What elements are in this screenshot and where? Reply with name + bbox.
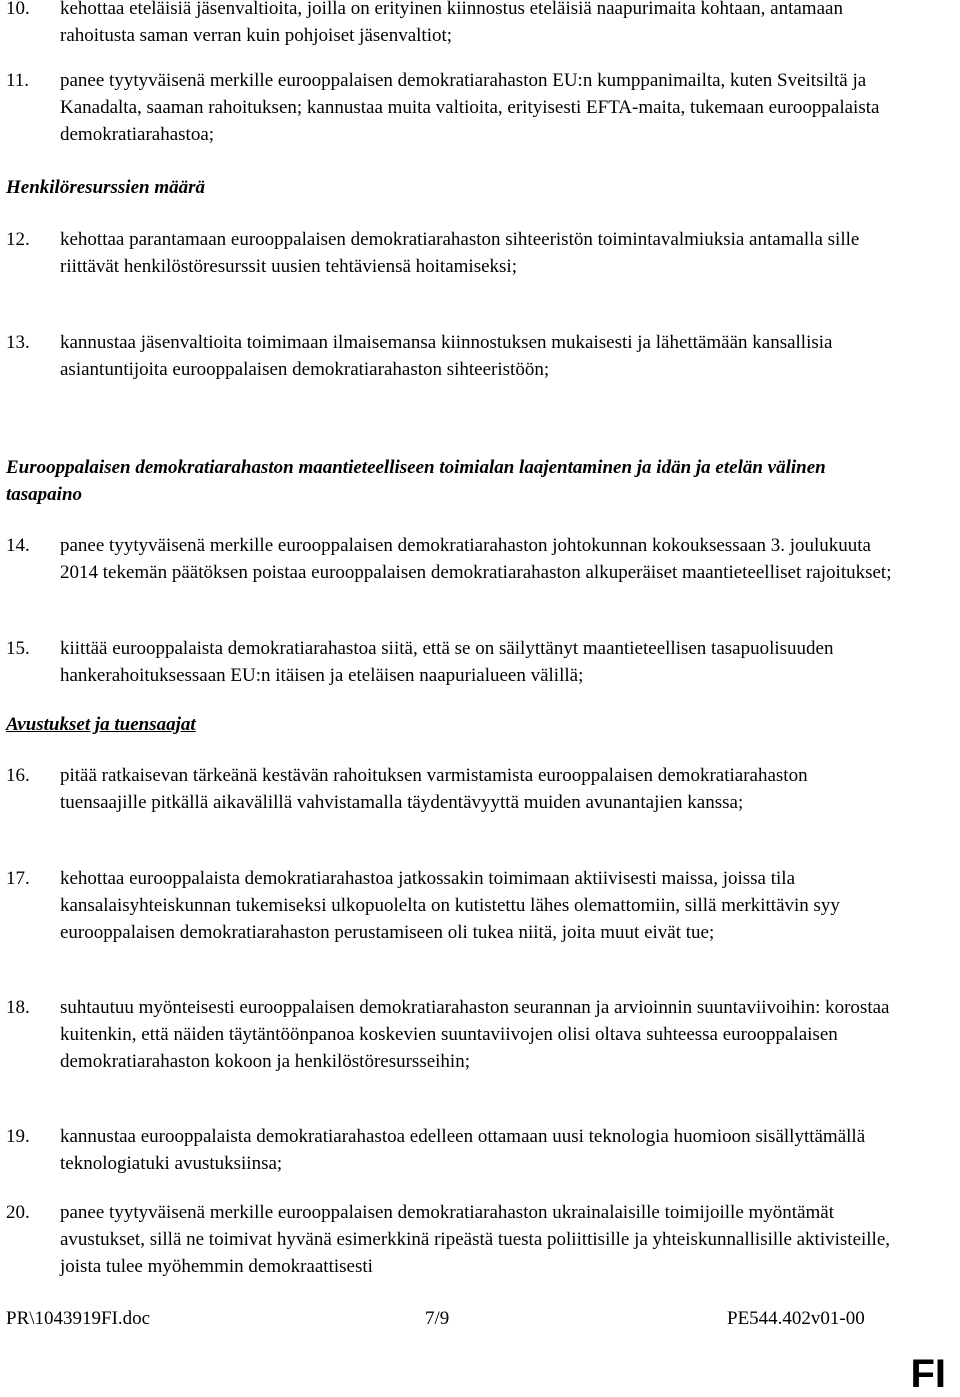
paragraph-text: panee tyytyväisenä merkille eurooppalaisen demokratiarahaston EU:n kumppanimailta, kuten Sveitsiltä ja Kanadalta, saaman rahoituksen; kannustaa muita valtioita, erityisesti EFTA-maita, tukemaan eurooppalaista demokratiarahastoa; — [60, 70, 880, 145]
paragraph-number: 18. — [6, 997, 30, 1018]
paragraph-text: kehottaa eteläisiä jäsenvaltioita, joilla on erityinen kiinnostus eteläisiä naapurimaita kohtaan, antamaan rahoitusta saman verran kuin pohjoiset jäsenvaltiot; — [60, 0, 843, 46]
section-heading-maantieteellinen: Eurooppalaisen demokratiarahaston maantieteelliseen toimialan laajentaminen ja idän ja etelän välinen tasapaino — [6, 457, 826, 505]
paragraph-text: kehottaa parantamaan eurooppalaisen demokratiarahaston sihteeristön toimintavalmiuksia antamalla sille riittävät henkilöstöresurssit uusien tehtäviensä hoitamiseksi; — [60, 229, 860, 277]
paragraph-number: 19. — [6, 1126, 30, 1147]
paragraph-number: 15. — [6, 638, 30, 659]
paragraph-number: 11. — [6, 70, 30, 91]
paragraph-text: panee tyytyväisenä merkille eurooppalaisen demokratiarahaston johtokunnan kokouksessaan 3. joulukuuta 2014 tekemän päätöksen poistaa eurooppalaisen demokratiarahaston alkuperäiset maantieteelliset rajoitukset; — [60, 535, 892, 583]
paragraph-number: 17. — [6, 868, 30, 889]
paragraph-text: kannustaa eurooppalaista demokratiarahastoa edelleen ottamaan uusi teknologia huomioon sisällyttämällä teknologiatuki avustuksiinsa; — [60, 1126, 866, 1174]
paragraph-15 — [0, 635, 900, 689]
paragraph-number: 13. — [6, 332, 30, 353]
page-footer — [0, 1305, 960, 1332]
footer-document-reference: PR\1043919FI.doc — [6, 1308, 151, 1329]
footer-pe-reference: PE544.402v01-00 — [727, 1308, 865, 1329]
section-heading-henkiloresurssit: Henkilöresurssien määrä — [6, 177, 206, 198]
paragraph-text: panee tyytyväisenä merkille eurooppalaisen demokratiarahaston ukrainalaisille toimijoille myöntämät avustukset, sillä ne toimivat hyvänä esimerkkinä ripeästä tuesta poliittisille ja yhteiskunnallisille aktivisteille, joista tulee myöhemmin demokraattisesti — [60, 1202, 891, 1277]
paragraph-12 — [0, 226, 900, 280]
paragraph-14 — [0, 532, 900, 586]
paragraph-19 — [0, 1123, 900, 1177]
footer-page-number: 7/9 — [425, 1308, 450, 1329]
paragraph-number: 12. — [6, 229, 30, 250]
paragraph-number: 10. — [6, 0, 30, 19]
paragraph-10 — [0, 0, 900, 49]
paragraph-number: 14. — [6, 535, 30, 556]
paragraph-number: 16. — [6, 765, 30, 786]
paragraph-text: kannustaa jäsenvaltioita toimimaan ilmaisemansa kiinnostuksen mukaisesti ja lähettämään kansallisia asiantuntijoita eurooppalaisen demokratiarahaston sihteeristöön; — [60, 332, 833, 380]
paragraph-13 — [0, 329, 900, 383]
paragraph-11 — [0, 67, 900, 148]
paragraph-text: suhtautuu myönteisesti eurooppalaisen demokratiarahaston seurannan ja arvioinnin suuntaviivoihin: korostaa kuitenkin, että näiden täytäntöönpanoa koskevien suuntaviivojen olisi oltava suhteessa eurooppalaisen demokratiarahaston kokoon ja henkilöstöresursseihin; — [60, 997, 890, 1072]
paragraph-18 — [0, 994, 900, 1075]
paragraph-20 — [0, 1199, 900, 1280]
paragraph-16 — [0, 762, 900, 816]
section-heading-avustukset: Avustukset ja tuensaajat — [6, 714, 196, 735]
paragraph-17 — [0, 865, 900, 946]
paragraph-text: kiittää eurooppalaista demokratiarahastoa siitä, että se on säilyttänyt maantieteellisen tasapuolisuuden hankerahoituksessaan EU:n itäisen ja eteläisen naapurialueen välillä; — [60, 638, 834, 686]
paragraph-text: kehottaa eurooppalaista demokratiarahastoa jatkossakin toimimaan aktiivisesti maissa, joissa tila kansalaisyhteiskunnan tukemiseksi ulkopuolelta on kutistettu lähes olemattomiin, sillä merkittävin syy eurooppalaisen demokratiarahaston perustamiseen oli tukea niitä, joita muut eivät tue; — [60, 868, 840, 943]
language-code: FI — [910, 1352, 946, 1396]
paragraph-number: 20. — [6, 1202, 30, 1223]
paragraph-text: pitää ratkaisevan tärkeänä kestävän rahoituksen varmistamista eurooppalaisen demokratiarahaston tuensaajille pitkällä aikavälillä vahvistamalla täydentävyyttä muiden avunantajien kanssa; — [60, 765, 808, 813]
